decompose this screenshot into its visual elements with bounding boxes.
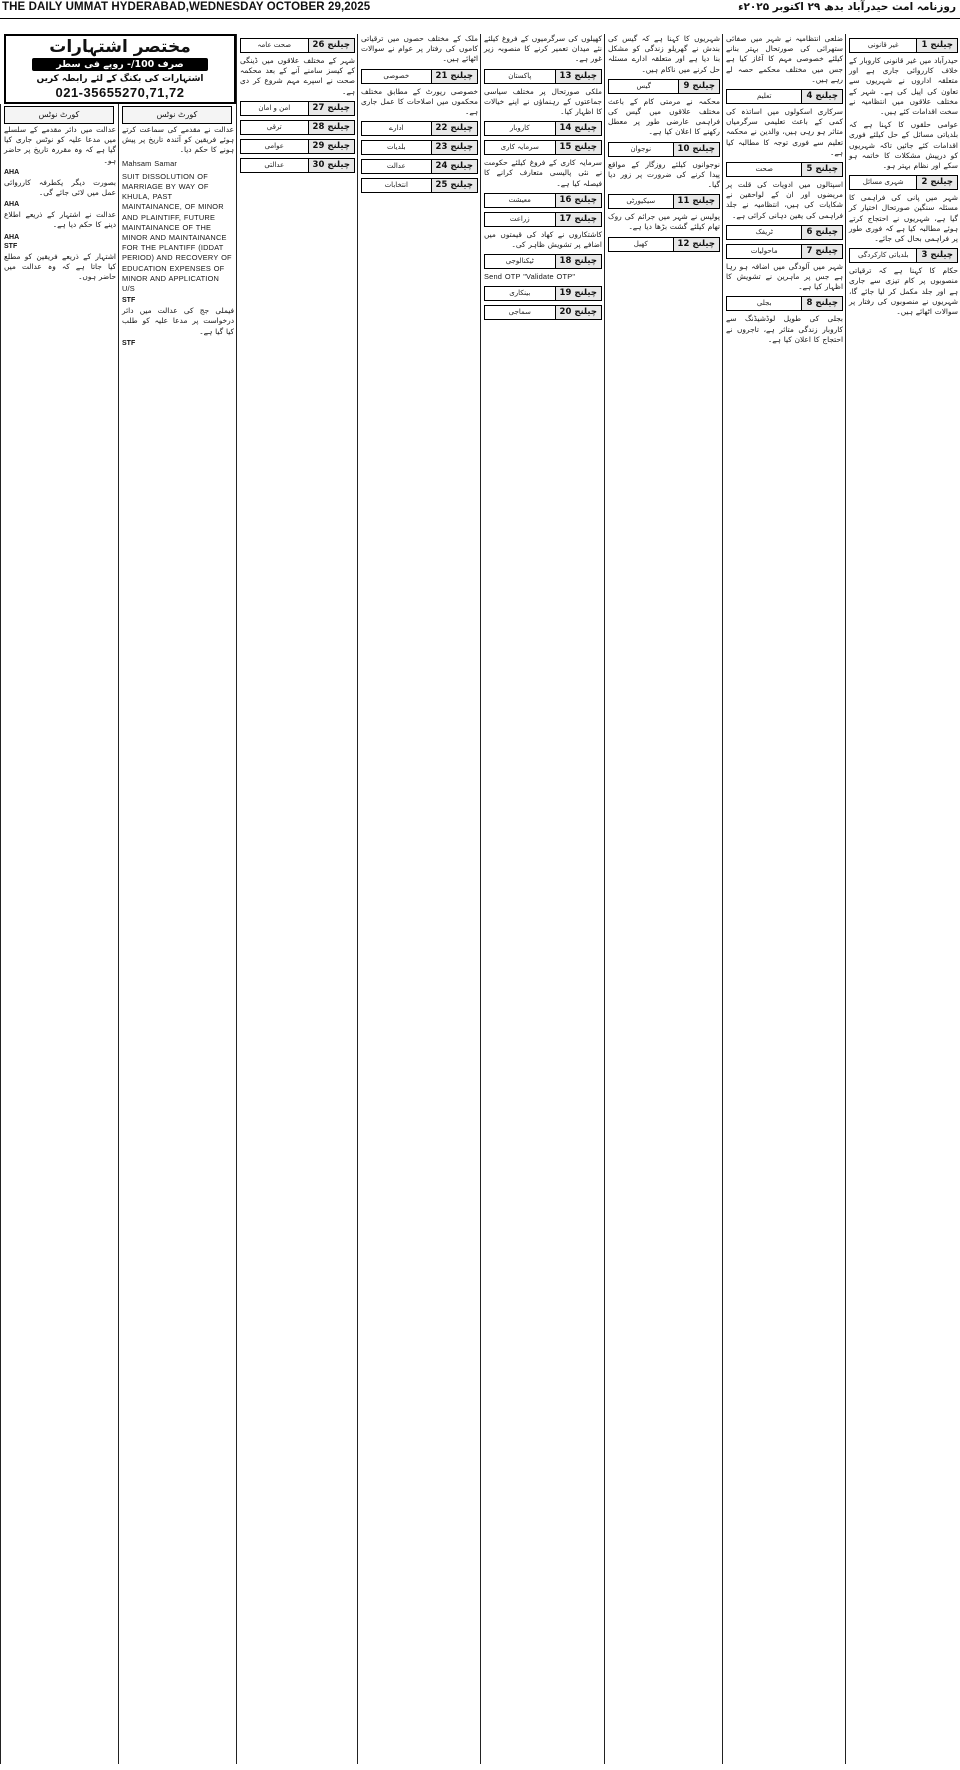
ad-contact-text: اشتہارات کی بکنگ کے لئے رابطہ کریں [36,74,204,84]
heading-number: چیلنج 3 [916,249,957,262]
heading-category: ٹریفک [755,227,774,236]
article-paragraph: عدالت میں دائر مقدمے کے سلسلے میں مدعا علیہ کو نوٹس جاری کیا گیا ہے کہ وہ مقررہ تاریخ پر حاضر ہو۔ [4,125,116,165]
heading-category: گیس [636,81,651,90]
section-heading [361,121,478,136]
heading-category: ماحولیات [750,246,778,255]
court-notice-badge: کورٹ نوٹس [4,106,114,124]
heading-category: ٹیکنالوجی [505,257,534,266]
heading-category: ترقی [266,122,282,131]
section-heading [484,69,602,84]
heading-number: چیلنج 16 [555,194,601,207]
section-heading [726,89,843,104]
byline-code: AHA [4,233,20,241]
article-paragraph: اسپتالوں میں ادویات کی قلت پر مریضوں اور ان کے لواحقین نے شکایات کی ہیں، انتظامیہ نے جلد فراہمی کی یقین دہانی کرائی ہے۔ [726,180,843,220]
section-heading [484,193,602,208]
section-heading [240,158,355,173]
heading-category: انتخابات [384,181,408,190]
section-heading [484,254,602,269]
article-paragraph: شہریوں کا کہنا ہے کہ گیس کی بندش نے گھریلو زندگی کو مشکل بنا دیا ہے اور متعلقہ ادارے مسئلہ حل کرنے میں ناکام ہیں۔ [608,34,720,74]
heading-number: چیلنج 1 [916,39,957,52]
english-paragraph: SUIT DISSOLUTION OF MARRIAGE BY WAY OF KHULA, PAST MAINTAINANCE, OF MINOR AND PLAINTIFF, FUTURE MAINTAINANCE OF THE MINOR AND MAINTAINANCE FOR THE PLANTIFF (IDDAT PERIOD) AND RECOVERY OF EDUCATION EXPENSES OF MINOR AND APPLICATION U/S [122,171,232,294]
article-paragraph: سرمایہ کاری کے فروغ کیلئے حکومت نے نئی پالیسی متعارف کرانے کا فیصلہ کیا ہے۔ [484,158,602,188]
heading-category: ادارے [389,124,404,133]
byline-code: AHA [4,201,20,209]
classified-ad-box [4,34,236,104]
section-heading [484,121,602,136]
article-paragraph: حیدرآباد میں غیر قانونی کاروبار کے خلاف کارروائی جاری ہے اور متعلقہ اداروں نے شہریوں سے تعاون کی اپیل کی ہے۔ شہر کے مختلف علاقوں میں انتظامیہ نے سخت اقدامات کئے ہیں۔ [849,56,958,117]
article-paragraph: سرکاری اسکولوں میں اساتذہ کی کمی کے باعث تعلیمی سرگرمیاں متاثر ہو رہی ہیں، والدین نے محکمہ تعلیم سے فوری توجہ کا مطالبہ کیا ہے۔ [726,107,843,157]
section-heading [361,69,478,84]
article-paragraph: عدالت نے اشتہار کے ذریعے اطلاع دینے کا حکم دیا ہے۔ [4,210,116,230]
byline-code: STF [122,297,136,305]
section-heading [608,237,720,252]
heading-category: پاکستان [508,71,532,80]
english-paragraph: Send OTP "Validate OTP" [484,272,576,282]
heading-number: چیلنج 10 [673,143,719,156]
heading-number: چیلنج 15 [555,141,601,154]
heading-number: چیلنج 23 [431,141,477,154]
heading-number: چیلنج 21 [431,70,477,83]
heading-category: کاروبار [509,124,530,133]
article-paragraph: شہر میں آلودگی میں اضافہ ہو رہا ہے جس پر ماہرین نے تشویش کا اظہار کیا ہے۔ [726,261,843,292]
byline-code: AHA [4,168,20,176]
heading-category: عدالتی [264,160,285,169]
heading-number: چیلنج 29 [308,140,354,153]
heading-number: چیلنج 25 [431,179,477,192]
masthead-urdu-title: روزنامہ امت حیدرآباد بدھ ۲۹ اکتوبر ۲۰۲۵ء [738,1,956,13]
section-heading [726,225,843,240]
heading-number: چیلنج 24 [431,160,477,173]
article-paragraph: نوجوانوں کیلئے روزگار کے مواقع پیدا کرنے کی ضرورت پر زور دیا گیا۔ [608,159,720,190]
article-paragraph: کاشتکاروں نے کھاد کی قیمتوں میں اضافے پر تشویش ظاہر کی۔ [484,229,602,250]
section-heading [361,159,478,174]
heading-category: سیکیورٹی [626,197,656,206]
masthead-english-title: THE DAILY UMMAT HYDERABAD,WEDNESDAY OCTOBER 29,2025 [2,1,371,13]
ad-rate: صرف 100/- روپے فی سطر [32,58,208,71]
heading-category: بلدیات [386,143,406,152]
heading-number: چیلنج 17 [555,213,601,226]
heading-category: کھیل [633,239,648,248]
news-column-7 [118,104,237,1764]
article-paragraph: خصوصی رپورٹ کے مطابق مختلف محکموں میں اصلاحات کا عمل جاری ہے۔ [361,86,478,117]
masthead [0,0,960,19]
article-paragraph: اشتہار کے ذریعے فریقین کو مطلع کیا جاتا ہے کہ وہ عدالت میں حاضر ہوں۔ [4,251,116,282]
section-heading [608,194,720,209]
section-heading [240,139,355,154]
heading-category: عوامی [264,141,284,150]
section-heading [608,142,720,157]
article-paragraph: محکمہ نے مرمتی کام کے باعث مختلف علاقوں میں گیس کی فراہمی عارضی طور پر معطل رکھنے کا اعلان کیا ہے۔ [608,96,720,137]
article-paragraph: بصورت دیگر یکطرفہ کارروائی عمل میں لائی جائے گی۔ [4,177,116,198]
section-heading [361,178,478,193]
article-paragraph: ملکی صورتحال پر مختلف سیاسی جماعتوں کے رہنماؤں نے اپنے خیالات کا اظہار کیا۔ [484,86,602,117]
heading-number: چیلنج 19 [555,287,601,300]
byline-code: STF [4,242,18,250]
section-heading [484,140,602,155]
heading-category: تعلیم [757,92,772,101]
heading-category: بجلی [756,299,772,308]
heading-category: بلدیاتی کارکردگی [858,251,909,260]
article-paragraph: فیملی جج کی عدالت میں دائر درخواست پر مدعا علیہ کو طلب کیا گیا ہے۔ [122,306,234,336]
article-paragraph: پولیس نے شہر میں جرائم کی روک تھام کیلئے گشت بڑھا دیا ہے۔ [608,212,720,232]
heading-category: زراعت [509,214,530,223]
heading-category: نوجوان [630,144,652,153]
heading-category: سماجی [508,308,531,317]
news-column-8 [0,104,119,1764]
heading-number: چیلنج 6 [801,226,842,239]
article-paragraph: بجلی کی طویل لوڈشیڈنگ سے کاروبار زندگی متاثر ہے، تاجروں نے احتجاج کا اعلان کیا ہے۔ [726,314,843,344]
heading-number: چیلنج 8 [801,297,842,310]
section-heading [608,79,720,94]
heading-category: خصوصی [383,71,410,80]
heading-number: چیلنج 13 [555,70,601,83]
article-paragraph: حکام کا کہنا ہے کہ ترقیاتی منصوبوں پر کام تیزی سے جاری ہے اور جلد مکمل کر لیا جائے گا، شہریوں نے منصوبوں کی رفتار پر سوالات اٹھائے ہیں۔ [849,266,958,317]
news-column-2 [722,34,846,1764]
heading-category: صحت [755,165,773,174]
heading-category: عدالت [386,162,406,171]
heading-category: معیشت [508,195,531,204]
byline-code: STF [122,339,136,347]
heading-number: چیلنج 26 [308,39,354,52]
heading-number: چیلنج 5 [801,163,842,176]
article-paragraph: کھیلوں کی سرگرمیوں کے فروغ کیلئے نئے میدان تعمیر کرنے کا منصوبہ زیر غور ہے۔ [484,34,602,64]
section-heading [849,248,958,263]
section-heading [484,305,602,320]
section-heading [849,38,958,53]
heading-number: چیلنج 12 [673,238,719,251]
ad-title: مختصر اشتہارات [49,37,191,57]
news-column-6 [236,34,358,1764]
article-paragraph: ملک کے مختلف حصوں میں ترقیاتی کاموں کی رفتار پر عوام نے سوالات اٹھائے ہیں۔ [361,34,478,64]
section-heading [240,120,355,135]
article-paragraph: شہر کے مختلف علاقوں میں ڈینگی کے کیسز سامنے آنے کے بعد محکمہ صحت نے اسپرے مہم شروع کر دی ہے۔ [240,56,355,96]
heading-number: چیلنج 18 [555,255,601,268]
section-heading [849,175,958,190]
article-paragraph: عدالت نے مقدمے کی سماعت کرتے ہوئے فریقین کو آئندہ تاریخ پر پیش ہونے کا حکم دیا۔ [122,125,234,155]
article-paragraph: شہر میں پانی کی فراہمی کا مسئلہ سنگین صورتحال اختیار کر گیا ہے، شہریوں نے احتجاج کرتے ہوئے مطالبہ کیا ہے کہ فوری طور پر فراہمی بحال کی جائے۔ [849,193,958,244]
section-heading [484,286,602,301]
heading-number: چیلنج 30 [308,159,354,172]
heading-number: چیلنج 9 [678,80,719,93]
heading-category: غیر قانونی [867,41,899,49]
heading-category: امن و امان [258,103,291,112]
section-heading [726,162,843,177]
heading-number: چیلنج 14 [555,122,601,135]
section-heading [726,244,843,259]
article-paragraph: ضلعی انتظامیہ نے شہر میں صفائی ستھرائی کی صورتحال بہتر بنانے کیلئے خصوصی مہم کا آغاز کیا ہے جس میں مختلف محکمے حصہ لے رہے ہیں۔ [726,34,843,84]
news-column-4 [480,34,605,1764]
news-column-3 [604,34,723,1764]
news-column-1 [845,34,960,1764]
heading-category: بینکاری [509,289,531,298]
heading-category: صحت عامہ [257,41,292,49]
court-notice-badge: کورٹ نوٹس [122,106,232,124]
heading-number: چیلنج 2 [916,176,957,189]
heading-category: سرمایہ کاری [500,143,539,152]
english-paragraph: Mahsam Samar [122,158,178,168]
heading-number: چیلنج 27 [308,102,354,115]
heading-category: شہری مسائل [862,178,904,187]
heading-number: چیلنج 28 [308,121,354,134]
heading-number: چیلنج 11 [673,195,719,208]
heading-number: چیلنج 7 [801,245,842,258]
ad-phone: 021-35655270,71,72 [55,85,185,100]
heading-number: چیلنج 22 [431,122,477,135]
section-heading [726,296,843,311]
section-heading [361,140,478,155]
news-column-5 [357,34,481,1764]
heading-number: چیلنج 4 [801,90,842,103]
article-paragraph: عوامی حلقوں کا کہنا ہے کہ بلدیاتی مسائل کے حل کیلئے فوری اقدامات کئے جائیں تاکہ شہریوں کو درپیش مشکلات کا خاتمہ ہو سکے اور نظام بہتر ہو۔ [849,120,958,171]
section-heading [484,212,602,227]
heading-number: چیلنج 20 [555,306,601,319]
section-heading [240,101,355,116]
section-heading [240,38,355,53]
